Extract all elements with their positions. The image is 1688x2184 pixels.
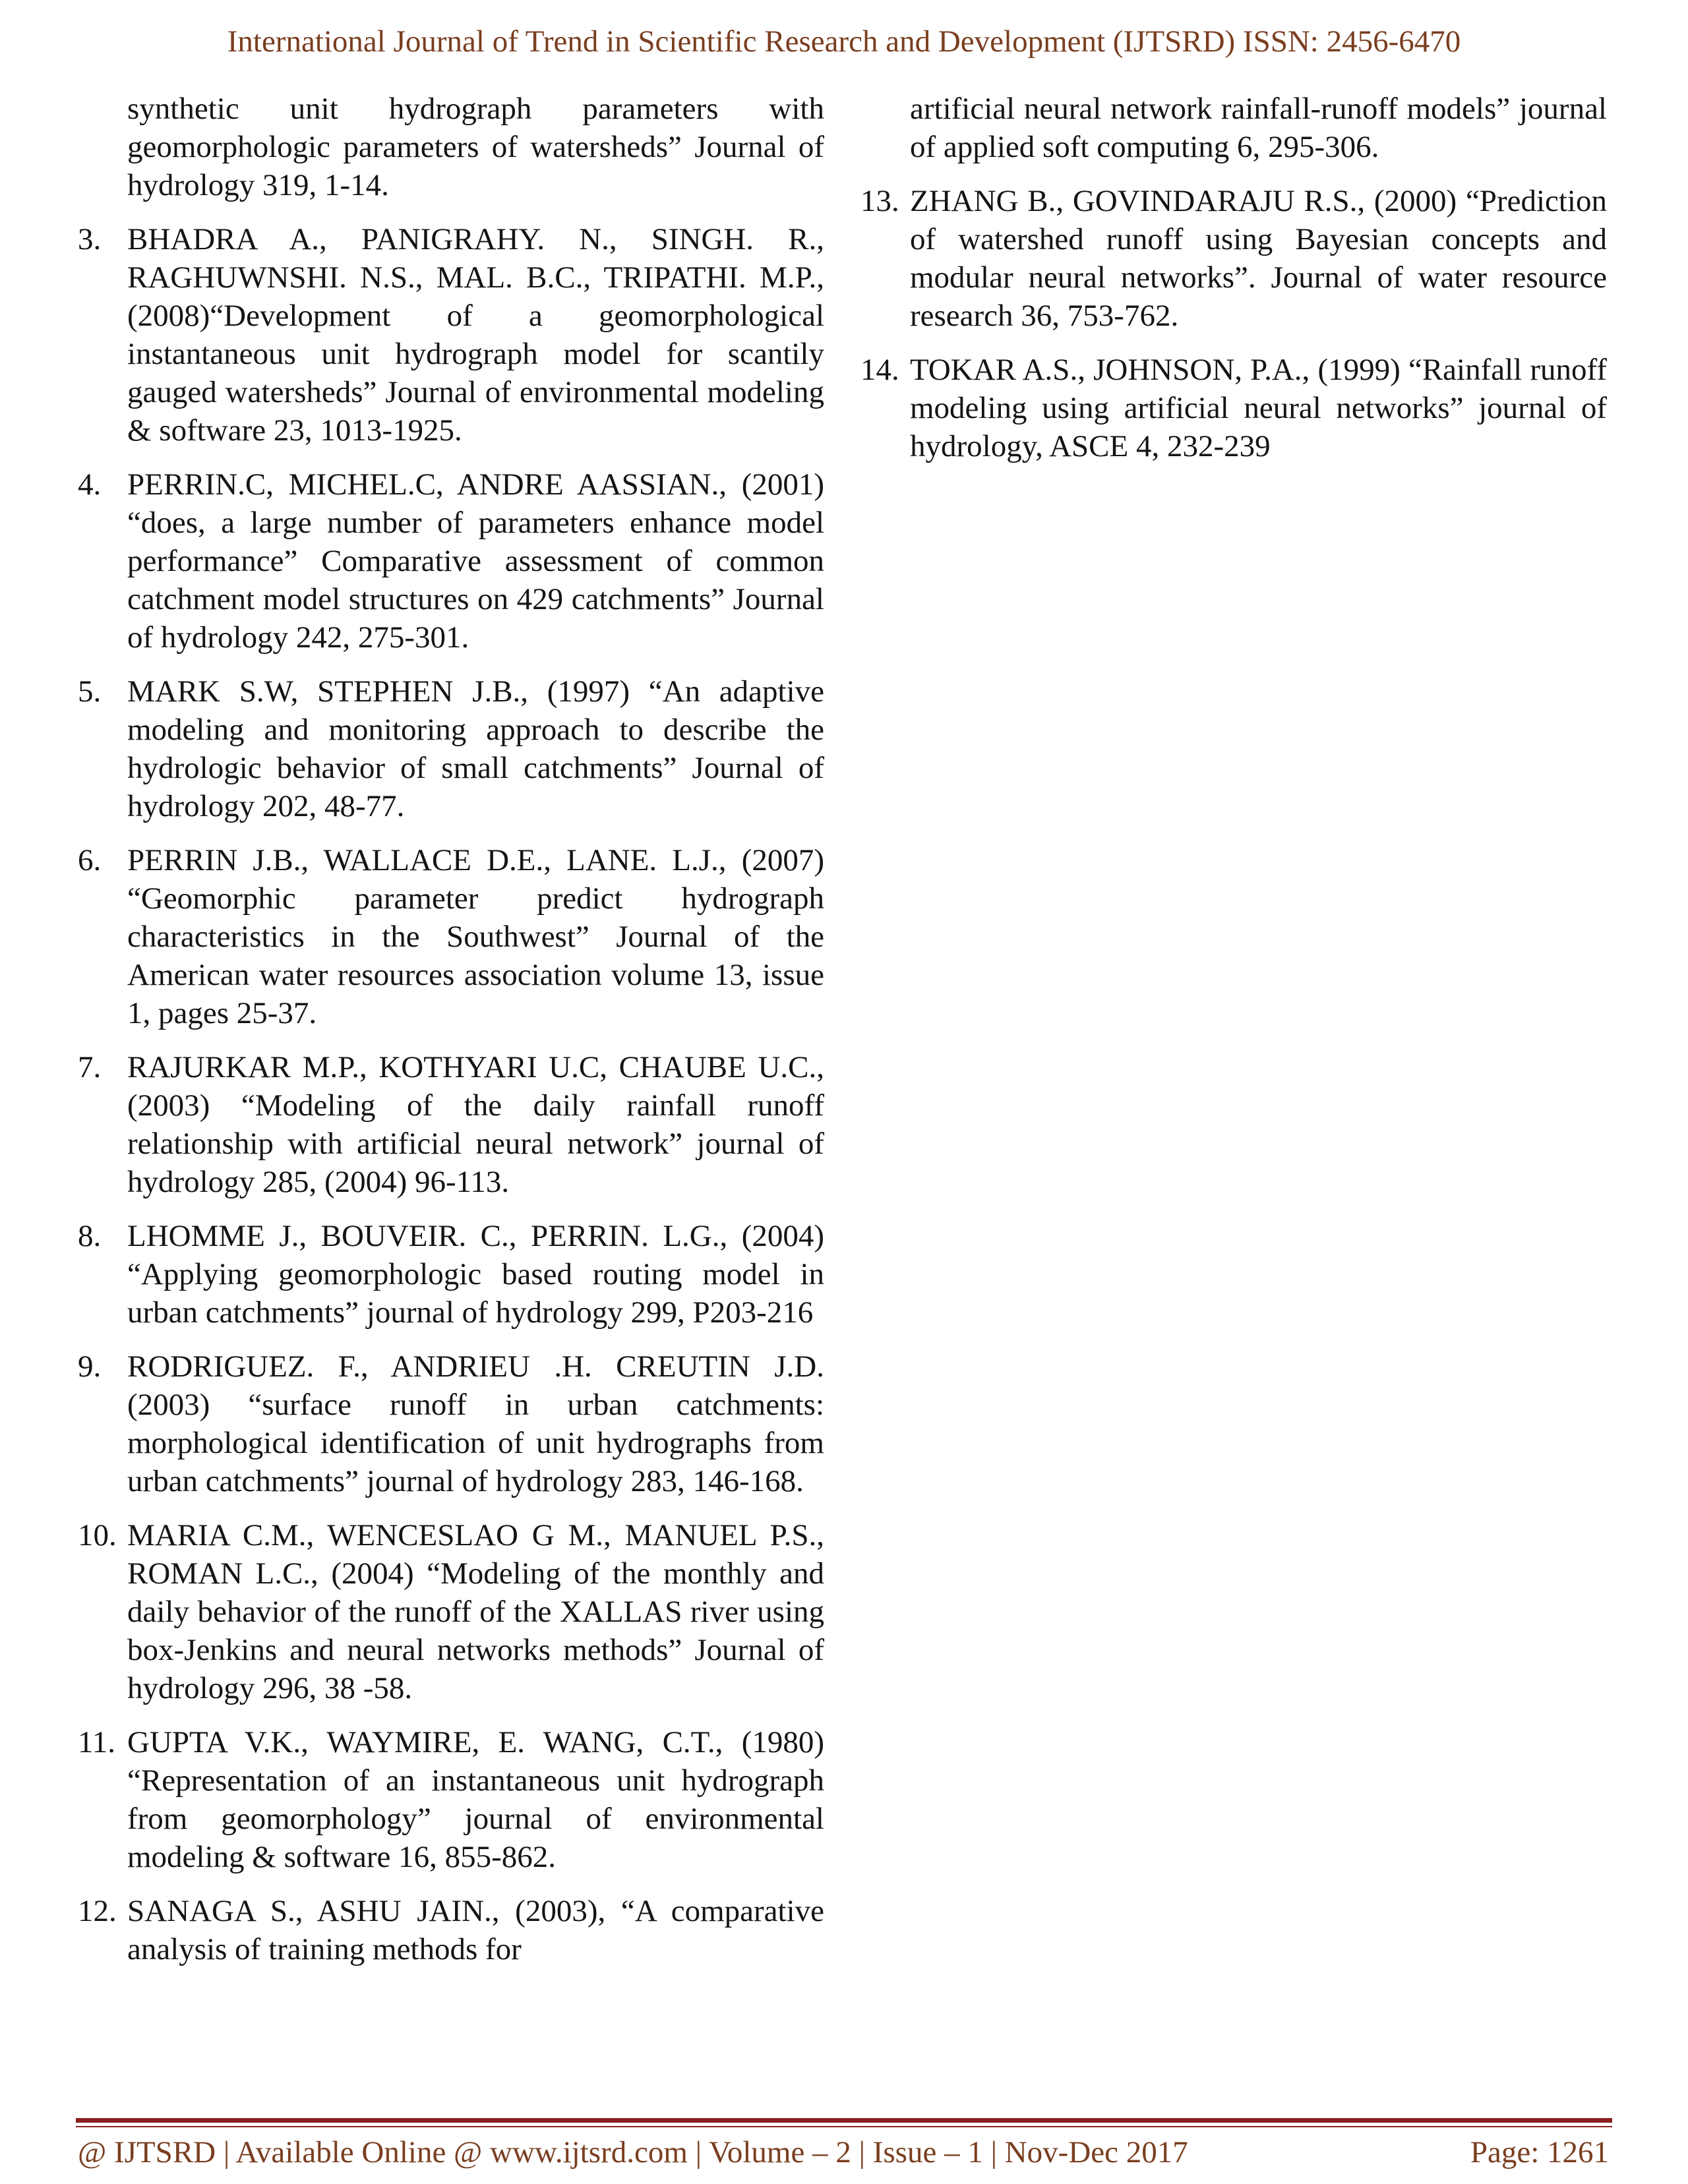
reference-text: artificial neural network rainfall-runoff models” journal of applied soft computing 6, 295-306.: [910, 92, 1607, 164]
reference-item: [860, 90, 1607, 166]
reference-number: 8.: [78, 1219, 102, 1253]
reference-number: 14.: [860, 353, 899, 387]
reference-number: 4.: [78, 467, 102, 502]
reference-text: PERRIN.C, MICHEL.C, ANDRE AASSIAN., (2001) “does, a large number of parameters enhance model performance” Comparative assessment of common catchment model structures on 429 catchments” Journal of hydrology 242, 275-301.: [127, 467, 824, 655]
reference-number: 7.: [78, 1050, 102, 1084]
reference-item: [78, 1892, 824, 1968]
reference-item: [78, 1048, 824, 1201]
page-number: Page: 1261: [1470, 2135, 1609, 2169]
reference-item: [78, 1217, 824, 1332]
right-column: [860, 90, 1607, 481]
journal-header: International Journal of Trend in Scientific Research and Development (IJTSRD) ISSN: 2456-6470: [227, 24, 1461, 59]
reference-text: GUPTA V.K., WAYMIRE, E. WANG, C.T., (1980) “Representation of an instantaneous unit hydrograph from geomorphology” journal of environmental modeling & software 16, 855-862.: [127, 1725, 824, 1874]
reference-item: [78, 1347, 824, 1500]
footer-divider-thin: [76, 2126, 1612, 2127]
reference-text: RAJURKAR M.P., KOTHYARI U.C, CHAUBE U.C., (2003) “Modeling of the daily rainfall runoff relationship with artificial neural network” journal of hydrology 285, (2004) 96-113.: [127, 1050, 824, 1199]
reference-number: 6.: [78, 843, 102, 877]
reference-item: [78, 1723, 824, 1876]
reference-item: [78, 220, 824, 450]
reference-item: [78, 1516, 824, 1707]
reference-text: SANAGA S., ASHU JAIN., (2003), “A comparative analysis of training methods for: [127, 1894, 824, 1966]
left-column: [78, 90, 824, 1984]
reference-number: 5.: [78, 674, 102, 709]
reference-number: 3.: [78, 222, 102, 256]
reference-number: 12.: [78, 1894, 117, 1928]
reference-number: 13.: [860, 184, 899, 218]
reference-text: RODRIGUEZ. F., ANDRIEU .H. CREUTIN J.D. (2003) “surface runoff in urban catchments: morphological identification of unit hydrographs from urban catchments” journal of hydrology 283, 146-168.: [127, 1349, 824, 1498]
reference-number: 10.: [78, 1518, 117, 1552]
reference-item: [860, 351, 1607, 465]
reference-number: 11.: [78, 1725, 116, 1759]
reference-text: synthetic unit hydrograph parameters with geomorphologic parameters of watersheds” Journal of hydrology 319, 1-14.: [127, 92, 824, 202]
footer-publication-info: @ IJTSRD | Available Online @ www.ijtsrd.com | Volume – 2 | Issue – 1 | Nov-Dec 2017: [78, 2135, 1188, 2169]
footer-divider: [76, 2118, 1612, 2123]
reference-item: [78, 90, 824, 204]
reference-number: 9.: [78, 1349, 102, 1384]
reference-text: MARIA C.M., WENCESLAO G M., MANUEL P.S., ROMAN L.C., (2004) “Modeling of the monthly and daily behavior of the runoff of the XALLAS river using box-Jenkins and neural networks methods” Journal of hydrology 296, 38 -58.: [127, 1518, 824, 1705]
reference-item: [78, 841, 824, 1032]
reference-text: MARK S.W, STEPHEN J.B., (1997) “An adaptive modeling and monitoring approach to describe the hydrologic behavior of small catchments” Journal of hydrology 202, 48-77.: [127, 674, 824, 823]
reference-text: ZHANG B., GOVINDARAJU R.S., (2000) “Prediction of watershed runoff using Bayesian concepts and modular neural networks”. Journal of water resource research 36, 753-762.: [910, 184, 1607, 333]
reference-text: BHADRA A., PANIGRAHY. N., SINGH. R., RAGHUWNSHI. N.S., MAL. B.C., TRIPATHI. M.P., (2008)“Development of a geomorphological instantaneous unit hydrograph model for scantily gauged watersheds” Journal of environmental modeling & software 23, 1013-1925.: [127, 222, 824, 448]
reference-text: PERRIN J.B., WALLACE D.E., LANE. L.J., (2007) “Geomorphic parameter predict hydrograph characteristics in the Southwest” Journal of the American water resources association volume 13, issue 1, pages 25-37.: [127, 843, 824, 1030]
reference-item: [860, 182, 1607, 335]
reference-item: [78, 672, 824, 825]
reference-item: [78, 465, 824, 657]
reference-text: LHOMME J., BOUVEIR. C., PERRIN. L.G., (2004) “Applying geomorphologic based routing model in urban catchments” journal of hydrology 299, P203-216: [127, 1219, 824, 1330]
reference-text: TOKAR A.S., JOHNSON, P.A., (1999) “Rainfall runoff modeling using artificial neural networks” journal of hydrology, ASCE 4, 232-239: [910, 353, 1607, 463]
